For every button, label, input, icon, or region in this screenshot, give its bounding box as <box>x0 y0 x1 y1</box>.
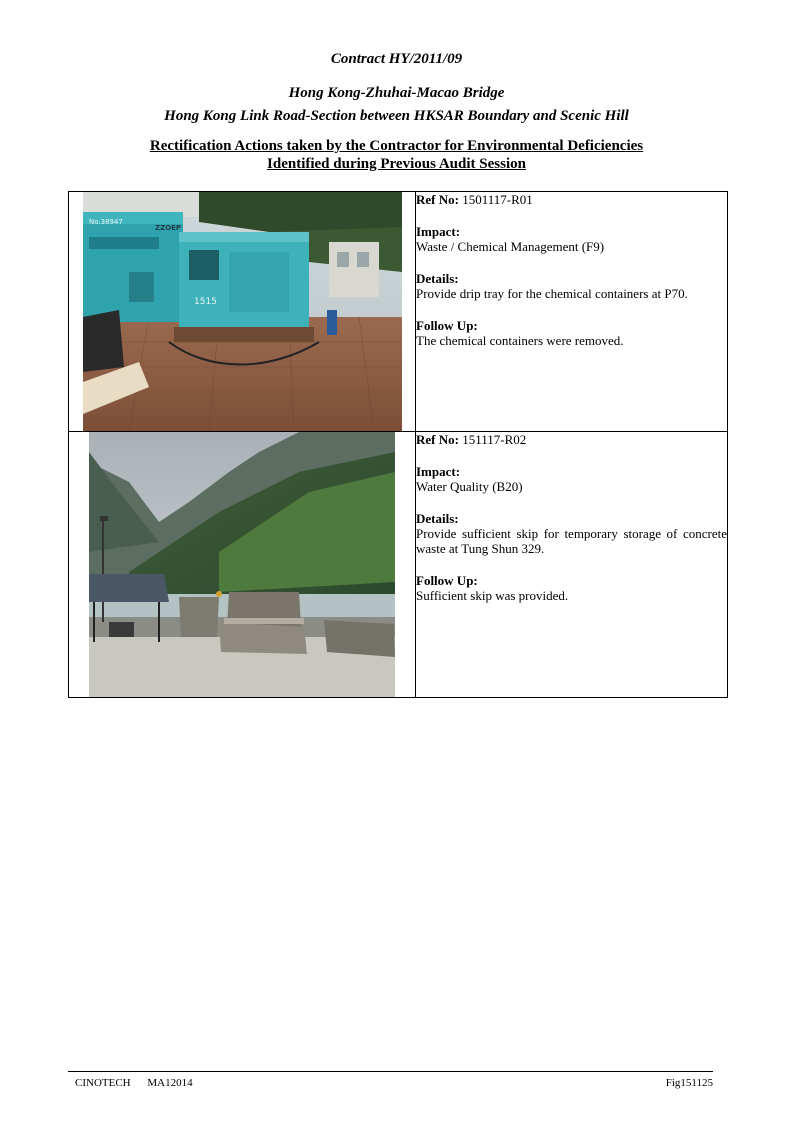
contract-number: Contract HY/2011/09 <box>330 51 463 67</box>
ref-no-label: Ref No: <box>416 192 459 207</box>
document-title-line2: Identified during Previous Audit Session <box>267 156 526 172</box>
impact-row <box>416 464 727 494</box>
follow-up-row <box>416 318 727 348</box>
photo-cell <box>69 192 416 432</box>
generator-photo-icon <box>69 192 415 431</box>
record-details <box>416 432 728 698</box>
follow-up-label: Follow Up: <box>416 318 478 333</box>
follow-up-row <box>416 573 727 603</box>
mountain-site-photo-icon <box>69 432 415 697</box>
details-value: Provide drip tray for the chemical containers at P70. <box>416 286 688 301</box>
impact-label: Impact: <box>416 464 461 479</box>
details-value: Provide sufficient skip for temporary storage of concrete waste at Tung Shun 329. <box>416 526 727 556</box>
svg-text:ZZOEP: ZZOEP <box>155 224 182 232</box>
svg-text:1515: 1515 <box>194 297 217 307</box>
rectification-table <box>68 191 728 698</box>
table-row <box>69 432 728 698</box>
table-row <box>69 192 728 432</box>
project-name: Hong Kong-Zhuhai-Macao Bridge <box>288 85 505 101</box>
footer-figure-number: Fig151125 <box>665 1077 713 1089</box>
footer-company: CINOTECH <box>75 1077 131 1089</box>
details-label: Details: <box>416 511 459 526</box>
project-section: Hong Kong Link Road-Section between HKSAR Boundary and Scenic Hill <box>164 108 629 124</box>
ref-no-value: 151117-R02 <box>462 432 527 447</box>
document-title-line1: Rectification Actions taken by the Contractor for Environmental Deficiencies <box>149 138 644 154</box>
impact-label: Impact: <box>416 224 461 239</box>
footer-left <box>75 1077 207 1089</box>
details-label: Details: <box>416 271 459 286</box>
record-details <box>416 192 728 432</box>
impact-row <box>416 224 727 254</box>
svg-text:No.38947: No.38947 <box>89 218 123 226</box>
follow-up-value: The chemical containers were removed. <box>416 333 624 348</box>
follow-up-value: Sufficient skip was provided. <box>416 588 569 603</box>
impact-value: Water Quality (B20) <box>416 479 523 494</box>
details-row <box>416 271 727 301</box>
follow-up-label: Follow Up: <box>416 573 478 588</box>
photo-cell <box>69 432 416 698</box>
ref-no-row <box>416 192 727 207</box>
ref-no-value: 1501117-R01 <box>462 192 533 207</box>
ref-no-label: Ref No: <box>416 432 459 447</box>
details-row <box>416 511 727 556</box>
impact-value: Waste / Chemical Management (F9) <box>416 239 605 254</box>
footer-divider <box>68 1071 713 1072</box>
footer-doc-code: MA12014 <box>147 1077 193 1089</box>
ref-no-row <box>416 432 727 447</box>
